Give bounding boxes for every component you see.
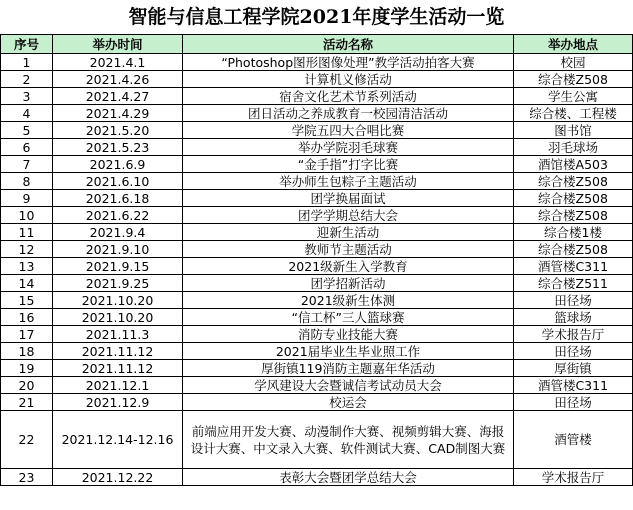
cell-date[interactable]: 2021.4.26: [53, 71, 183, 88]
cell-no[interactable]: 2: [1, 71, 53, 88]
cell-date[interactable]: 2021.10.20: [53, 292, 183, 309]
cell-name[interactable]: 2021级新生入学教育: [183, 258, 514, 275]
cell-place[interactable]: 学术报告厅: [514, 326, 633, 343]
cell-place[interactable]: 综合楼Z511: [514, 275, 633, 292]
cell-place[interactable]: 综合楼、工程楼: [514, 105, 633, 122]
table-row: [1, 241, 633, 258]
table-row: [1, 173, 633, 190]
cell-no[interactable]: 15: [1, 292, 53, 309]
table-row: [1, 207, 633, 224]
table-row: [1, 309, 633, 326]
cell-name[interactable]: 宿舍文化艺术节系列活动: [183, 88, 514, 105]
cell-date[interactable]: 2021.4.29: [53, 105, 183, 122]
cell-place[interactable]: 综合楼Z508: [514, 241, 633, 258]
cell-name[interactable]: “信工杯”三人篮球赛: [183, 309, 514, 326]
cell-name[interactable]: 团日活动之养成教育一校园清洁活动: [183, 105, 514, 122]
header-no[interactable]: 序号: [1, 35, 53, 54]
cell-place[interactable]: 酒管楼C311: [514, 377, 633, 394]
header-row: [1, 35, 633, 54]
cell-place[interactable]: 田径场: [514, 394, 633, 411]
table-row: [1, 343, 633, 360]
cell-no[interactable]: 23: [1, 469, 53, 486]
cell-place[interactable]: 综合楼Z508: [514, 207, 633, 224]
cell-place[interactable]: 图书馆: [514, 122, 633, 139]
cell-name[interactable]: 消防专业技能大赛: [183, 326, 514, 343]
cell-place[interactable]: 学术报告厅: [514, 469, 633, 486]
cell-date[interactable]: 2021.6.9: [53, 156, 183, 173]
cell-date[interactable]: 2021.10.20: [53, 309, 183, 326]
cell-date[interactable]: 2021.12.9: [53, 394, 183, 411]
table-row: [1, 360, 633, 377]
cell-name[interactable]: 表彰大会暨团学总结大会: [183, 469, 514, 486]
table-row: [1, 122, 633, 139]
cell-date[interactable]: 2021.9.4: [53, 224, 183, 241]
cell-name[interactable]: 团学换届面试: [183, 190, 514, 207]
cell-place[interactable]: 综合楼1楼: [514, 224, 633, 241]
table-row: [1, 326, 633, 343]
cell-no[interactable]: 9: [1, 190, 53, 207]
cell-name[interactable]: 校运会: [183, 394, 514, 411]
cell-place[interactable]: 酒管楼: [514, 411, 633, 469]
cell-no[interactable]: 12: [1, 241, 53, 258]
cell-date[interactable]: 2021.6.22: [53, 207, 183, 224]
cell-no[interactable]: 21: [1, 394, 53, 411]
cell-date[interactable]: 2021.6.10: [53, 173, 183, 190]
cell-date[interactable]: 2021.12.22: [53, 469, 183, 486]
cell-no[interactable]: 8: [1, 173, 53, 190]
cell-place[interactable]: 羽毛球场: [514, 139, 633, 156]
cell-date[interactable]: 2021.5.20: [53, 122, 183, 139]
cell-no[interactable]: 4: [1, 105, 53, 122]
cell-date[interactable]: 2021.9.25: [53, 275, 183, 292]
header-date[interactable]: 举办时间: [53, 35, 183, 54]
table-row: [1, 275, 633, 292]
cell-no[interactable]: 1: [1, 54, 53, 71]
cell-name[interactable]: 厚街镇119消防主题嘉年华活动: [183, 360, 514, 377]
cell-no[interactable]: 14: [1, 275, 53, 292]
cell-no[interactable]: 16: [1, 309, 53, 326]
cell-name[interactable]: 团学学期总结大会: [183, 207, 514, 224]
cell-date[interactable]: 2021.5.23: [53, 139, 183, 156]
cell-place[interactable]: 综合楼Z508: [514, 173, 633, 190]
cell-no[interactable]: 20: [1, 377, 53, 394]
cell-name[interactable]: 学院五四大合唱比赛: [183, 122, 514, 139]
cell-name[interactable]: 团学招新活动: [183, 275, 514, 292]
cell-name[interactable]: “Photoshop图形图像处理”教学活动拍客大赛: [183, 54, 514, 71]
table-row: [1, 71, 633, 88]
cell-no[interactable]: 5: [1, 122, 53, 139]
table-row: [1, 54, 633, 71]
cell-name[interactable]: 学风建设大会暨诚信考试动员大会: [183, 377, 514, 394]
cell-name[interactable]: 迎新生活动: [183, 224, 514, 241]
cell-place[interactable]: 酒管楼C311: [514, 258, 633, 275]
cell-no[interactable]: 19: [1, 360, 53, 377]
table-row: [1, 394, 633, 411]
cell-date[interactable]: 2021.4.1: [53, 54, 183, 71]
table-row: [1, 292, 633, 309]
header-place[interactable]: 举办地点: [514, 35, 633, 54]
table-row: [1, 411, 633, 469]
cell-place[interactable]: 厚街镇: [514, 360, 633, 377]
cell-no[interactable]: 6: [1, 139, 53, 156]
table-row: [1, 156, 633, 173]
cell-name[interactable]: 前端应用开发大赛、动漫制作大赛、视频剪辑大赛、海报设计大赛、中文录入大赛、软件测试大赛、CAD制图大赛: [183, 411, 514, 469]
cell-date[interactable]: 2021.11.12: [53, 343, 183, 360]
cell-name[interactable]: 2021届毕业生毕业照工作: [183, 343, 514, 360]
cell-no[interactable]: 7: [1, 156, 53, 173]
cell-place[interactable]: 田径场: [514, 343, 633, 360]
table-row: [1, 139, 633, 156]
cell-date[interactable]: 2021.11.3: [53, 326, 183, 343]
cell-no[interactable]: 17: [1, 326, 53, 343]
cell-place[interactable]: 篮球场: [514, 309, 633, 326]
sheet-title: 智能与信息工程学院2021年度学生活动一览: [128, 6, 505, 28]
cell-date[interactable]: 2021.4.27: [53, 88, 183, 105]
cell-no[interactable]: 10: [1, 207, 53, 224]
table-row: [1, 88, 633, 105]
cell-name[interactable]: 2021级新生体测: [183, 292, 514, 309]
cell-name[interactable]: 计算机义修活动: [183, 71, 514, 88]
activity-table: [0, 34, 633, 486]
table-row: [1, 224, 633, 241]
cell-no[interactable]: 3: [1, 88, 53, 105]
table-row: [1, 469, 633, 486]
cell-place[interactable]: 酒馆楼A503: [514, 156, 633, 173]
cell-name[interactable]: 举办学院羽毛球赛: [183, 139, 514, 156]
cell-place[interactable]: 学生公寓: [514, 88, 633, 105]
cell-date[interactable]: 2021.6.18: [53, 190, 183, 207]
cell-name[interactable]: 举办师生包粽子主题活动: [183, 173, 514, 190]
table-row: [1, 258, 633, 275]
header-name[interactable]: 活动名称: [183, 35, 514, 54]
cell-date[interactable]: 2021.12.1: [53, 377, 183, 394]
cell-no[interactable]: 22: [1, 411, 53, 469]
cell-place[interactable]: 田径场: [514, 292, 633, 309]
cell-name[interactable]: “金手指”打字比赛: [183, 156, 514, 173]
table-row: [1, 105, 633, 122]
cell-name[interactable]: 教师节主题活动: [183, 241, 514, 258]
cell-place[interactable]: 校园: [514, 54, 633, 71]
cell-place[interactable]: 综合楼Z508: [514, 190, 633, 207]
table-body: [1, 54, 633, 486]
cell-no[interactable]: 11: [1, 224, 53, 241]
cell-date[interactable]: 2021.9.15: [53, 258, 183, 275]
cell-place[interactable]: 综合楼Z508: [514, 71, 633, 88]
cell-date[interactable]: 2021.9.10: [53, 241, 183, 258]
cell-date[interactable]: 2021.12.14-12.16: [53, 411, 183, 469]
cell-no[interactable]: 18: [1, 343, 53, 360]
cell-date[interactable]: 2021.11.12: [53, 360, 183, 377]
table-row: [1, 377, 633, 394]
cell-no[interactable]: 13: [1, 258, 53, 275]
table-row: [1, 190, 633, 207]
